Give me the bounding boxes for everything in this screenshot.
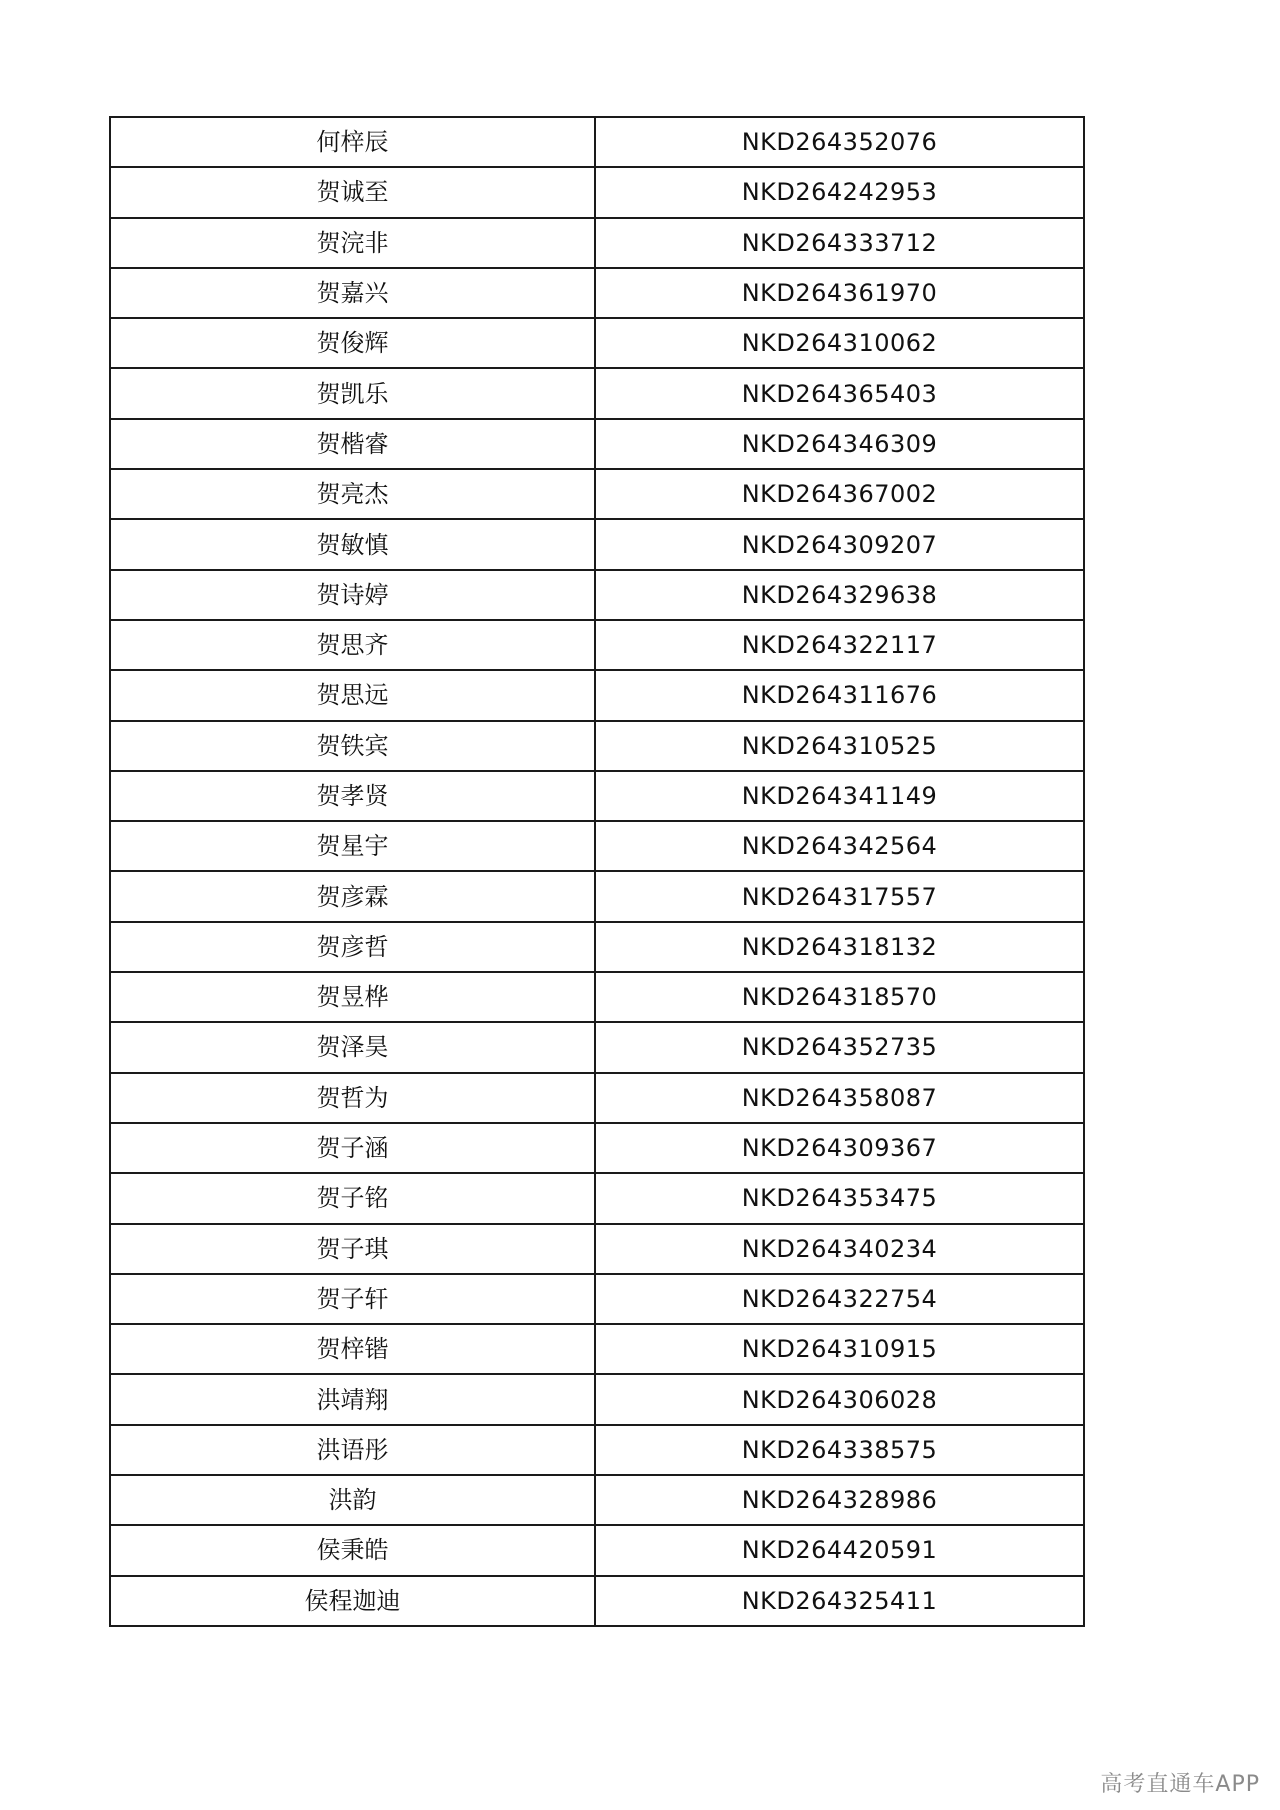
table-row bbox=[110, 1224, 1084, 1274]
table-row bbox=[110, 268, 1084, 318]
id-cell: NKD264309367 bbox=[595, 1123, 1084, 1173]
table-row bbox=[110, 922, 1084, 972]
name-cell: 贺诚至 bbox=[110, 167, 595, 217]
id-cell: NKD264328986 bbox=[595, 1475, 1084, 1525]
table-row bbox=[110, 871, 1084, 921]
id-cell: NKD264346309 bbox=[595, 419, 1084, 469]
table-row bbox=[110, 670, 1084, 720]
name-cell: 洪靖翔 bbox=[110, 1374, 595, 1424]
name-cell: 贺子琪 bbox=[110, 1224, 595, 1274]
id-cell: NKD264310062 bbox=[595, 318, 1084, 368]
name-cell: 洪语彤 bbox=[110, 1425, 595, 1475]
id-cell: NKD264306028 bbox=[595, 1374, 1084, 1424]
name-cell: 贺彦哲 bbox=[110, 922, 595, 972]
id-cell: NKD264318570 bbox=[595, 972, 1084, 1022]
table-row bbox=[110, 368, 1084, 418]
table-row bbox=[110, 620, 1084, 670]
id-cell: NKD264340234 bbox=[595, 1224, 1084, 1274]
id-cell: NKD264361970 bbox=[595, 268, 1084, 318]
name-cell: 何梓辰 bbox=[110, 117, 595, 167]
id-cell: NKD264318132 bbox=[595, 922, 1084, 972]
name-cell: 贺凯乐 bbox=[110, 368, 595, 418]
name-cell: 洪韵 bbox=[110, 1475, 595, 1525]
id-cell: NKD264242953 bbox=[595, 167, 1084, 217]
name-cell: 贺敏慎 bbox=[110, 519, 595, 569]
table-row bbox=[110, 1576, 1084, 1626]
id-cell: NKD264338575 bbox=[595, 1425, 1084, 1475]
table-row bbox=[110, 167, 1084, 217]
table-row bbox=[110, 1425, 1084, 1475]
name-cell: 贺俊辉 bbox=[110, 318, 595, 368]
table-row bbox=[110, 771, 1084, 821]
roster-table-body bbox=[110, 117, 1084, 1626]
id-cell: NKD264352735 bbox=[595, 1022, 1084, 1072]
table-row bbox=[110, 419, 1084, 469]
name-cell: 贺亮杰 bbox=[110, 469, 595, 519]
name-cell: 贺子铭 bbox=[110, 1173, 595, 1223]
id-cell: NKD264352076 bbox=[595, 117, 1084, 167]
table-row bbox=[110, 1073, 1084, 1123]
name-cell: 贺浣非 bbox=[110, 218, 595, 268]
id-cell: NKD264317557 bbox=[595, 871, 1084, 921]
table-row bbox=[110, 1173, 1084, 1223]
id-cell: NKD264341149 bbox=[595, 771, 1084, 821]
name-cell: 贺泽昊 bbox=[110, 1022, 595, 1072]
name-cell: 贺子涵 bbox=[110, 1123, 595, 1173]
table-row bbox=[110, 1324, 1084, 1374]
name-cell: 侯秉皓 bbox=[110, 1525, 595, 1575]
id-cell: NKD264309207 bbox=[595, 519, 1084, 569]
id-cell: NKD264322754 bbox=[595, 1274, 1084, 1324]
table-row bbox=[110, 117, 1084, 167]
name-cell: 贺彦霖 bbox=[110, 871, 595, 921]
table-row bbox=[110, 1374, 1084, 1424]
name-cell: 贺思齐 bbox=[110, 620, 595, 670]
name-cell: 贺思远 bbox=[110, 670, 595, 720]
table-row bbox=[110, 1274, 1084, 1324]
table-row bbox=[110, 318, 1084, 368]
name-cell: 贺孝贤 bbox=[110, 771, 595, 821]
table-row bbox=[110, 821, 1084, 871]
name-cell: 贺铁宾 bbox=[110, 721, 595, 771]
name-cell: 贺诗婷 bbox=[110, 570, 595, 620]
table-row bbox=[110, 1525, 1084, 1575]
table-row bbox=[110, 1475, 1084, 1525]
roster-table bbox=[109, 116, 1085, 1627]
table-row bbox=[110, 1022, 1084, 1072]
name-cell: 贺子轩 bbox=[110, 1274, 595, 1324]
id-cell: NKD264311676 bbox=[595, 670, 1084, 720]
name-cell: 侯程迦迪 bbox=[110, 1576, 595, 1626]
id-cell: NKD264342564 bbox=[595, 821, 1084, 871]
id-cell: NKD264310915 bbox=[595, 1324, 1084, 1374]
id-cell: NKD264329638 bbox=[595, 570, 1084, 620]
id-cell: NKD264333712 bbox=[595, 218, 1084, 268]
id-cell: NKD264310525 bbox=[595, 721, 1084, 771]
id-cell: NKD264325411 bbox=[595, 1576, 1084, 1626]
id-cell: NKD264365403 bbox=[595, 368, 1084, 418]
id-cell: NKD264353475 bbox=[595, 1173, 1084, 1223]
name-cell: 贺梓锴 bbox=[110, 1324, 595, 1374]
table-row bbox=[110, 519, 1084, 569]
table-row bbox=[110, 972, 1084, 1022]
table-row bbox=[110, 1123, 1084, 1173]
table-row bbox=[110, 218, 1084, 268]
table-row bbox=[110, 570, 1084, 620]
name-cell: 贺嘉兴 bbox=[110, 268, 595, 318]
name-cell: 贺星宇 bbox=[110, 821, 595, 871]
id-cell: NKD264358087 bbox=[595, 1073, 1084, 1123]
table-row bbox=[110, 721, 1084, 771]
id-cell: NKD264322117 bbox=[595, 620, 1084, 670]
name-cell: 贺昱桦 bbox=[110, 972, 595, 1022]
watermark-text: 高考直通车APP bbox=[1100, 1772, 1260, 1797]
id-cell: NKD264420591 bbox=[595, 1525, 1084, 1575]
name-cell: 贺哲为 bbox=[110, 1073, 595, 1123]
id-cell: NKD264367002 bbox=[595, 469, 1084, 519]
name-cell: 贺楷睿 bbox=[110, 419, 595, 469]
table-row bbox=[110, 469, 1084, 519]
